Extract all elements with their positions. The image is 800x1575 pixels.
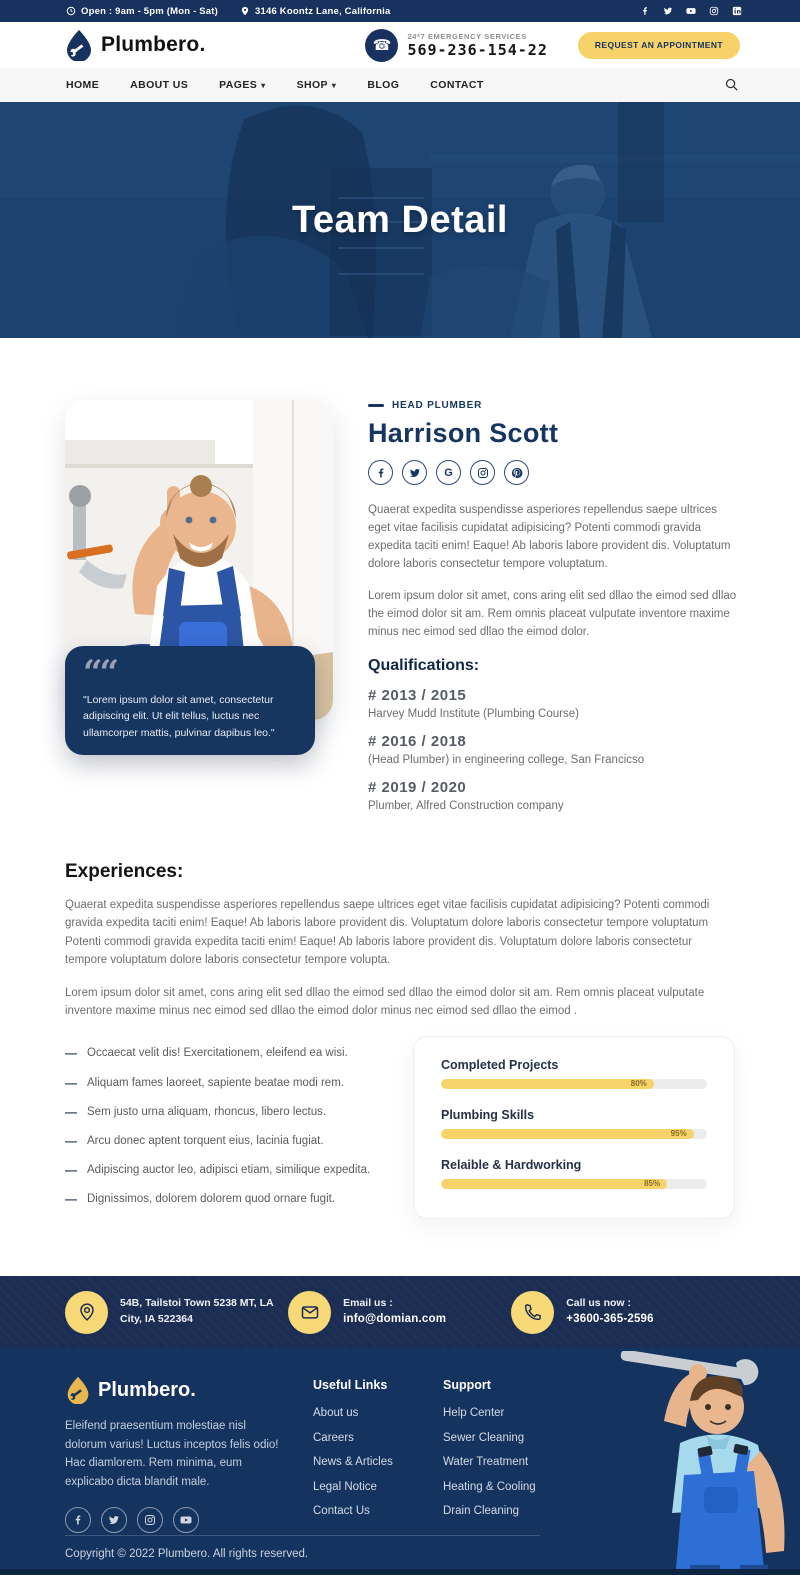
- pinterest-icon[interactable]: [504, 460, 529, 485]
- dash-icon: —: [65, 1075, 77, 1090]
- progress-bar-fill: [441, 1079, 654, 1089]
- site-header: [0, 22, 800, 68]
- brand-name: Plumbero.: [101, 33, 206, 56]
- list-item: — Sem justo urna aliquam, rhoncus, libero lectus.: [65, 1104, 327, 1119]
- emergency-label: 24*7 EMERGENCY SERVICES: [407, 31, 527, 41]
- youtube-icon[interactable]: [686, 6, 696, 16]
- open-hours-text: Open : 9am - 5pm (Mon - Sat): [81, 5, 219, 17]
- footer-link-careers[interactable]: Careers: [313, 1431, 354, 1444]
- chevron-down-icon: ▾: [331, 80, 337, 90]
- instagram-icon[interactable]: [709, 6, 719, 16]
- footer-brand-name: Plumbero.: [98, 1378, 196, 1401]
- facebook-icon[interactable]: [65, 1507, 91, 1533]
- clock-icon: [66, 6, 76, 16]
- quote-text: "Lorem ipsum dolor sit amet, consectetur adipiscing elit. Ut elit tellus, luctus nec ullamcorper mattis, pulvinar dapibus leo.": [83, 694, 275, 739]
- experiences-heading: Experiences:: [65, 861, 184, 883]
- list-item: — Aliquam fames laoreet, sapiente beatae modi rem.: [65, 1075, 344, 1090]
- phone-handset-icon: [511, 1291, 554, 1334]
- skill-item: Plumbing Skills 95%: [441, 1108, 707, 1139]
- footer-column-title: Useful Links: [313, 1378, 388, 1392]
- instagram-icon[interactable]: [137, 1507, 163, 1533]
- member-name: Harrison Scott: [368, 418, 559, 448]
- dash-icon: —: [65, 1046, 77, 1061]
- facebook-icon[interactable]: [640, 6, 650, 16]
- brand-logo[interactable]: [64, 29, 205, 61]
- footer-link-water-treatment[interactable]: Water Treatment: [443, 1456, 529, 1468]
- nav-item-home[interactable]: HOME: [66, 79, 100, 91]
- footer-social-links: [65, 1507, 283, 1533]
- emergency-phone[interactable]: [365, 29, 547, 62]
- list-item: — Dignissimos, dolorem dolorem quod ornare fugit.: [65, 1191, 336, 1206]
- progress-bar-track: [441, 1129, 707, 1139]
- chevron-down-icon: ▾: [261, 80, 266, 90]
- topbar-address-text: 3146 Koontz Lane, California: [255, 5, 391, 17]
- progress-bar-track: [441, 1079, 707, 1089]
- qualification-item: [368, 779, 738, 812]
- qualification-desc: Harvey Mudd Institute (Plumbing Course): [368, 708, 579, 721]
- progress-bar-track: [441, 1179, 707, 1189]
- nav-item-pages[interactable]: PAGES ▾: [219, 79, 266, 91]
- qualification-years: # 2019 / 2020: [368, 779, 467, 797]
- youtube-icon[interactable]: [173, 1507, 199, 1533]
- page-title: Team Detail: [292, 198, 508, 241]
- envelope-icon: [288, 1291, 331, 1334]
- dash-icon: [368, 404, 384, 407]
- qualification-desc: (Head Plumber) in engineering college, San Francicso: [368, 754, 645, 767]
- skills-card: [413, 1036, 735, 1219]
- dash-icon: —: [65, 1133, 77, 1148]
- instagram-icon[interactable]: [470, 460, 495, 485]
- plumbero-drop-logo-icon: [64, 29, 94, 61]
- twitter-icon[interactable]: [402, 460, 427, 485]
- team-member-section: [0, 338, 800, 855]
- list-item: — Arcu donec aptent torquent eius, lacinia fugiat.: [65, 1133, 324, 1148]
- footer-support-links: [443, 1378, 536, 1530]
- footer-column-title: Support: [443, 1378, 491, 1392]
- plumbero-drop-logo-icon: [65, 1376, 91, 1404]
- footer-bottom-strip: [0, 1569, 800, 1575]
- qualification-desc: Plumber, Alfred Construction company: [368, 800, 564, 813]
- nav-item-shop[interactable]: SHOP ▾: [296, 79, 337, 91]
- topbar-address: [240, 6, 390, 17]
- qualification-years: # 2013 / 2015: [368, 687, 467, 705]
- topbar-social-links: [640, 6, 742, 16]
- experiences-paragraph: Lorem ipsum dolor sit amet, cons aring elit sed dllao the eimod sed dllao the eimod dolor sit am. Rem omnis placeat vulputate inventore maxime minus nec eimod sed dllao the eimod dolor minus nec eimod sed dllao the eimod .: [65, 986, 705, 1018]
- contact-email[interactable]: Email us : info@domian.com: [288, 1291, 511, 1334]
- emergency-number: 569-236-154-22: [407, 40, 548, 59]
- twitter-icon[interactable]: [663, 6, 673, 16]
- facebook-icon[interactable]: [368, 460, 393, 485]
- location-pin-icon: [240, 6, 250, 16]
- progress-value: 85%: [644, 1179, 661, 1189]
- search-icon[interactable]: [724, 77, 740, 93]
- dash-icon: —: [65, 1104, 77, 1119]
- quote-icon: ““: [83, 653, 117, 693]
- main-nav: [0, 68, 800, 102]
- footer-useful-links: [313, 1378, 393, 1530]
- list-item: — Adipiscing auctor leo, adipisci etiam, similique expedita.: [65, 1162, 371, 1177]
- member-bio-paragraph: Lorem ipsum dolor sit amet, cons aring elit sed dllao the eimod sed dllao the eimod dolor sit am. Rem omnis placeat vulputate inventore maxime minus nec eimod sed dllao the eimod dolor.: [368, 589, 737, 638]
- footer-link-news-articles[interactable]: News & Articles: [313, 1456, 393, 1468]
- qualification-item: [368, 687, 738, 720]
- site-footer: [0, 1348, 800, 1575]
- dash-icon: —: [65, 1191, 77, 1206]
- dash-icon: —: [65, 1162, 77, 1177]
- footer-link-heating-cooling[interactable]: Heating & Cooling: [443, 1480, 536, 1493]
- copyright-text: Copyright © 2022 Plumbero. All rights reserved.: [65, 1548, 309, 1560]
- member-bio-paragraph: Quaerat expedita suspendisse asperiores repellendus saepe ultrices eget vitae facilisis cupidatat adipisicing? Potenti commodi gravida expedita taciti enim! Eaque! Ab laboris labore provident dis. Voluptatum dolore laboris consectetur tempore voluptatum.: [368, 504, 731, 571]
- qualification-years: # 2016 / 2018: [368, 733, 467, 751]
- nav-item-contact[interactable]: CONTACT: [430, 79, 484, 91]
- progress-bar-fill: [441, 1179, 667, 1189]
- request-appointment-button[interactable]: REQUEST AN APPOINTMENT: [578, 32, 740, 59]
- list-item: — Occaecat velit dis! Exercitationem, eleifend ea wisi.: [65, 1046, 348, 1061]
- progress-value: 95%: [670, 1129, 687, 1139]
- progress-bar-fill: [441, 1129, 694, 1139]
- skill-item: Relaible & Hardworking 85%: [441, 1158, 707, 1189]
- contact-phone-value: +3600-365-2596: [566, 1313, 654, 1326]
- experience-bullet-list: [65, 1036, 410, 1221]
- qualification-item: [368, 733, 738, 766]
- footer-link-help-center[interactable]: Help Center: [443, 1407, 505, 1419]
- member-social-links: [368, 460, 738, 485]
- google-icon[interactable]: G: [436, 460, 461, 485]
- member-quote-card: [65, 646, 315, 755]
- member-role: HEAD PLUMBER: [368, 400, 738, 411]
- open-hours: [66, 6, 218, 17]
- nav-item-about-us[interactable]: ABOUT US: [130, 79, 189, 91]
- footer-link-drain-cleaning[interactable]: Drain Cleaning: [443, 1505, 520, 1517]
- contact-address: 54B, Tailstoi Town 5238 MT, LA City, IA 522364: [65, 1291, 288, 1334]
- location-pin-icon: [65, 1291, 108, 1334]
- twitter-icon[interactable]: [101, 1507, 127, 1533]
- topbar: [0, 0, 800, 22]
- footer-about-text: Eleifend praesentium molestiae nisl dolorum varius! Luctus inceptos felis odio! Hac diamlorem. Rem minima, eum explicabo dicta blandit male.: [65, 1420, 279, 1488]
- qualifications-heading: Qualifications:: [368, 657, 480, 675]
- footer-plumber-image: [514, 1351, 800, 1569]
- skill-item: Completed Projects 80%: [441, 1058, 707, 1089]
- contact-phone[interactable]: Call us now : +3600-365-2596: [511, 1291, 734, 1334]
- experiences-paragraph: Quaerat expedita suspendisse asperiores repellendus saepe ultrices eget vitae facilisis cupidatat adipisicing? Potenti commodi gravida expedita taciti enim! Eaque! Ab laboris labore provident dis. Voluptatum dolore laboris consectetur tempore voluptatum Potenti commodi gravida expedita taciti enim! Eaque! Ab laboris labore provident dis. Voluptatum dolore laboris consectetur tempore voluptatum dolore laboris consectetur tempore volupta.: [65, 899, 710, 967]
- telephone-icon: ☎: [365, 29, 398, 62]
- footer-divider: [65, 1535, 540, 1536]
- footer-contact-strip: [0, 1276, 800, 1348]
- footer-link-legal-notice[interactable]: Legal Notice: [313, 1480, 377, 1493]
- contact-email-value: info@domian.com: [343, 1313, 447, 1326]
- linkedin-icon[interactable]: [732, 6, 742, 16]
- footer-brand-logo[interactable]: [65, 1376, 283, 1404]
- experiences-section: [0, 855, 800, 1221]
- page-hero: [0, 102, 800, 338]
- footer-link-contact-us[interactable]: Contact Us: [313, 1505, 370, 1517]
- footer-link-about-us[interactable]: About us: [313, 1407, 359, 1419]
- footer-link-sewer-cleaning[interactable]: Sewer Cleaning: [443, 1431, 525, 1444]
- progress-value: 80%: [630, 1079, 647, 1089]
- nav-item-blog[interactable]: BLOG: [367, 79, 400, 91]
